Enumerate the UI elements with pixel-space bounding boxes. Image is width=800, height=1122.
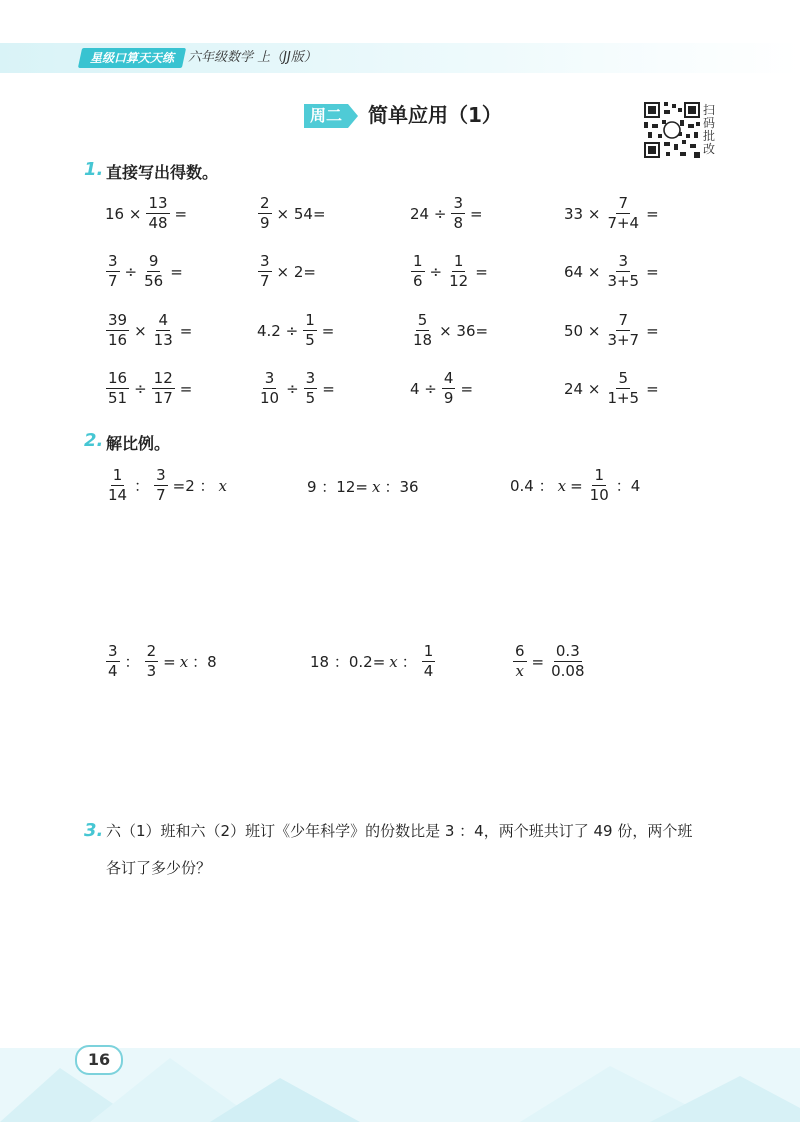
suffix: ：4 — [615, 477, 641, 495]
section-3-number: 3. — [84, 820, 104, 841]
fraction — [152, 312, 175, 349]
suffix: ：8 — [192, 653, 217, 671]
prefix: 0.4 ： — [510, 477, 554, 495]
fraction — [258, 370, 281, 407]
suffix: × 54= — [276, 204, 326, 223]
fraction — [106, 467, 129, 504]
proportion-4 — [103, 643, 219, 680]
fraction — [447, 253, 470, 290]
fraction — [605, 253, 641, 290]
denominator: 9 — [443, 389, 454, 407]
numerator: 16 — [108, 369, 128, 387]
numerator: 3 — [264, 369, 275, 387]
fraction — [588, 467, 611, 504]
problem-2-2 — [255, 253, 318, 290]
numerator: 3 — [260, 252, 270, 270]
numerator: 2 — [146, 642, 157, 660]
fraction — [422, 643, 436, 680]
fraction — [442, 370, 456, 407]
problem-2-1 — [103, 253, 185, 290]
fraction — [411, 312, 434, 349]
operator: ÷ — [124, 262, 138, 281]
section-1-number: 1. — [84, 159, 104, 180]
denominator: 10 — [589, 486, 609, 504]
numerator: 3 — [156, 466, 166, 484]
fraction — [152, 370, 175, 407]
suffix: = — [646, 262, 659, 281]
fraction — [106, 312, 129, 349]
numerator: 7 — [618, 194, 629, 212]
numerator: 5 — [417, 311, 428, 329]
fraction — [304, 370, 318, 407]
numerator: 39 — [108, 311, 128, 329]
problem-3-3 — [408, 312, 490, 349]
equals: = — [570, 476, 583, 495]
numerator: 4 — [158, 311, 168, 329]
day-badge: 周二 — [304, 104, 348, 128]
denominator: 7 — [260, 272, 270, 290]
denominator: 6 — [413, 272, 423, 290]
denominator: 17 — [153, 389, 173, 407]
problem-4-1 — [103, 370, 194, 407]
denominator: 56 — [144, 272, 164, 290]
variable-x: x — [218, 476, 228, 495]
denominator: 4 — [423, 662, 434, 680]
denominator: 4 — [108, 662, 118, 680]
prefix: 16 × — [105, 204, 142, 223]
denominator: 9 — [260, 214, 270, 232]
problem-1-1 — [103, 195, 189, 232]
denominator: 5 — [305, 389, 316, 407]
numerator: 12 — [153, 369, 173, 387]
fraction — [513, 643, 527, 680]
suffix: = — [475, 262, 488, 281]
qr-label: 扫码批改 — [703, 103, 716, 156]
denominator: x — [515, 662, 524, 680]
equals: = — [531, 652, 545, 671]
denominator: 7 — [108, 272, 118, 290]
fraction — [146, 195, 169, 232]
problem-1-3 — [408, 195, 485, 232]
numerator: 3 — [108, 642, 118, 660]
suffix: = — [179, 379, 193, 398]
numerator: 6 — [515, 642, 525, 660]
problem-4-2 — [255, 370, 337, 407]
prefix: 4.2 ÷ — [257, 321, 299, 340]
denominator: 3+5 — [607, 272, 640, 290]
fraction — [106, 253, 120, 290]
suffix: = — [322, 379, 335, 398]
fraction — [106, 370, 129, 407]
fraction — [605, 195, 641, 232]
numerator: 1 — [305, 311, 315, 329]
denominator: 18 — [413, 331, 433, 349]
denominator: 3 — [146, 662, 157, 680]
problem-4-4 — [562, 370, 661, 407]
denominator: 5 — [305, 331, 315, 349]
variable-x: x — [557, 476, 567, 495]
suffix: = — [170, 262, 183, 281]
problem-3-1 — [103, 312, 194, 349]
suffix: × 36= — [439, 321, 489, 340]
suffix: × 2= — [276, 262, 316, 281]
suffix: = — [321, 321, 335, 340]
variable-x: x — [389, 652, 398, 671]
suffix: = — [646, 379, 659, 398]
prefix: 24 × — [564, 379, 601, 398]
suffix: = — [460, 379, 474, 398]
numerator: 2 — [260, 194, 270, 212]
variable-x: x — [179, 652, 189, 671]
ratio-colon: ： — [124, 653, 140, 671]
suffix: = — [646, 204, 659, 223]
denominator: 1+5 — [607, 389, 640, 407]
numerator: 3 — [305, 369, 316, 387]
prefix: 64 × — [564, 262, 601, 281]
numerator: 3 — [453, 194, 463, 212]
denominator: 51 — [108, 389, 128, 407]
ratio-colon: ： — [401, 653, 417, 671]
series-label: 星级口算天天练 — [78, 48, 186, 68]
proportion-5 — [308, 643, 438, 680]
problem-2-3 — [408, 253, 490, 290]
proportion-2 — [305, 476, 421, 497]
numerator: 9 — [148, 252, 159, 270]
problem-3-4 — [562, 312, 661, 349]
denominator: 10 — [260, 389, 280, 407]
equals: = — [163, 652, 176, 671]
problem-3-2 — [255, 312, 336, 349]
denominator: 12 — [449, 272, 469, 290]
denominator: 48 — [148, 214, 168, 232]
numerator: 1 — [594, 466, 604, 484]
problem-1-4 — [562, 195, 661, 232]
variable-x: x — [371, 477, 381, 496]
prefix: 33 × — [564, 204, 601, 223]
numerator: 5 — [618, 369, 629, 387]
suffix: =2 ： — [172, 477, 215, 495]
numerator: 7 — [618, 311, 629, 329]
fraction — [258, 195, 272, 232]
numerator: 1 — [453, 252, 464, 270]
denominator: 13 — [153, 331, 173, 349]
denominator: 7 — [156, 486, 166, 504]
denominator: 3+7 — [607, 331, 640, 349]
denominator: 16 — [108, 331, 128, 349]
problem-2-4 — [562, 253, 661, 290]
numerator: 1 — [413, 252, 423, 270]
proportion-3 — [508, 467, 642, 504]
proportion-1 — [103, 467, 229, 504]
fraction — [303, 312, 317, 349]
fraction — [549, 643, 586, 680]
fraction — [411, 253, 425, 290]
numerator: 3 — [108, 252, 118, 270]
denominator: 0.08 — [551, 662, 585, 680]
fraction — [154, 467, 168, 504]
page-title: 简单应用（1） — [368, 103, 502, 127]
fraction — [258, 253, 272, 290]
page-number: 16 — [75, 1045, 123, 1075]
prefix: 4 ÷ — [410, 379, 437, 398]
suffix: = — [179, 321, 193, 340]
numerator: 1 — [423, 642, 434, 660]
section-2-title: 解比例。 — [106, 434, 171, 453]
denominator: 7+4 — [607, 214, 640, 232]
fraction — [106, 643, 120, 680]
prefix: 18 ：0.2= — [310, 653, 386, 671]
day-badge-arrow — [348, 104, 358, 128]
numerator: 3 — [618, 252, 629, 270]
suffix: = — [174, 204, 188, 223]
fraction — [451, 195, 465, 232]
fraction — [605, 370, 641, 407]
word-problem-line-2: 各订了多少份？ — [106, 859, 212, 877]
fraction — [142, 253, 165, 290]
proportion-6 — [510, 643, 590, 680]
denominator: 8 — [453, 214, 463, 232]
section-1-title: 直接写出得数。 — [106, 163, 219, 182]
operator: ÷ — [134, 379, 147, 398]
fraction — [605, 312, 641, 349]
qr-code-icon[interactable] — [644, 102, 700, 158]
suffix: ：36 — [384, 478, 419, 496]
operator: ÷ — [429, 262, 443, 281]
numerator: 4 — [443, 369, 454, 387]
operator: × — [134, 321, 147, 340]
fraction — [145, 643, 159, 680]
numerator: 0.3 — [555, 642, 580, 660]
section-2-number: 2. — [84, 430, 104, 451]
problem-4-3 — [408, 370, 475, 407]
operator: ÷ — [286, 379, 299, 398]
prefix: 50 × — [564, 321, 601, 340]
numerator: 13 — [148, 194, 168, 212]
prefix: 24 ÷ — [410, 204, 447, 223]
book-label: 六年级数学 上（JJ版） — [188, 50, 317, 65]
numerator: 1 — [112, 466, 123, 484]
suffix: = — [469, 204, 483, 223]
suffix: = — [646, 321, 659, 340]
denominator: 14 — [108, 486, 128, 504]
problem-1-2 — [255, 195, 328, 232]
prefix: 9 ：12= — [307, 478, 368, 496]
ratio-colon: ： — [134, 477, 150, 495]
word-problem-line-1: 六（1）班和六（2）班订《少年科学》的份数比是 3 ：4，两个班共订了 49 份，两个班 — [106, 822, 693, 840]
